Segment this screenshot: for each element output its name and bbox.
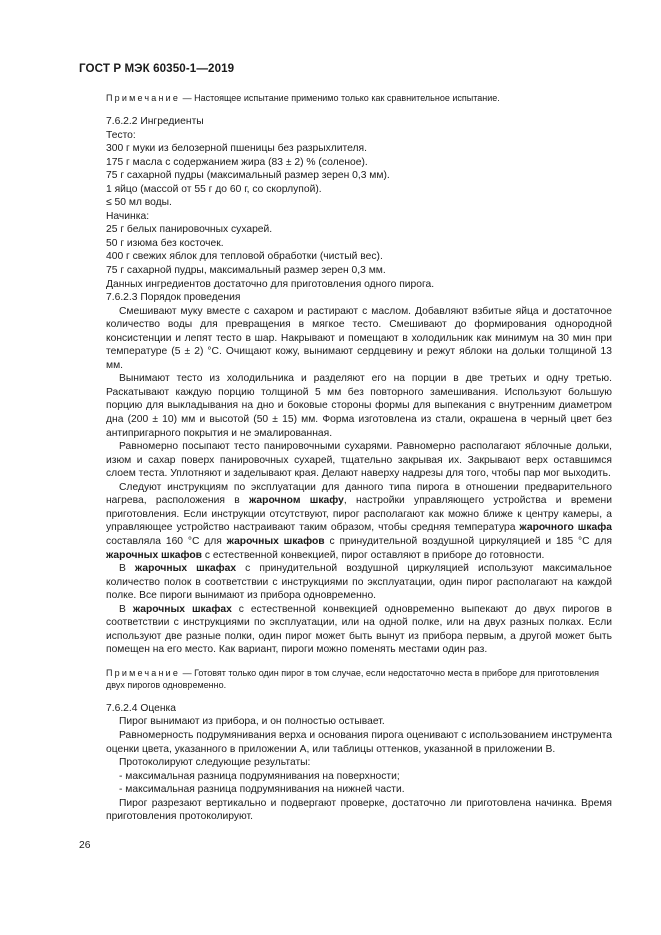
text-run: с принудительной воздушной циркуляцией и 185 °C для <box>324 535 612 547</box>
ingredient-line: 175 г масла с содержанием жира (83 ± 2) % (соленое). <box>106 156 368 168</box>
term-oven: жарочных шкафах <box>132 603 232 615</box>
ingredient-line: Тесто: <box>106 129 136 141</box>
ingredient-line: 400 г свежих яблок для тепловой обработки (чистый вес). <box>106 251 383 263</box>
text-run: В <box>119 603 133 615</box>
ingredient-line: Данных ингредиентов достаточно для приготовления одного пирога. <box>106 278 435 290</box>
term-oven: жарочных шкафах <box>134 563 237 575</box>
text-run: составляла 160 °C для <box>106 535 227 547</box>
evaluation-list-item: - максимальная разница подрумянивания на поверхности; <box>119 770 400 782</box>
document-header: ГОСТ Р МЭК 60350-1—2019 <box>79 62 235 75</box>
ingredients-list <box>106 129 612 292</box>
evaluation-paragraph-6: Пирог разрезают вертикально и подвергают проверке, достаточно ли приготовлена начинка. Время приготовления протоколируют. <box>106 797 612 823</box>
text-run: с естественной конвекцией, пирог оставляют в приборе до готовности. <box>202 549 545 561</box>
procedure-paragraph-6 <box>106 603 612 657</box>
ingredient-line: 300 г муки из белозерной пшеницы без разрыхлителя. <box>106 143 367 155</box>
ingredient-line: 50 г изюма без косточек. <box>106 237 224 249</box>
procedure-heading: 7.6.2.3 Порядок проведения <box>106 292 241 304</box>
text-run: с принудительной воздушной циркуляцией используют максимальное количество полок в соответствии с инструкциями по эксплуатации, один пирог располагают на каждой полке. Все пироги вынимают из прибора одновременно. <box>106 563 612 602</box>
procedure-paragraph-2: Вынимают тесто из холодильника и разделяют его на порции в две третьих и одну третью. Раскатывают каждую порцию толщиной 5 мм без повторного замешивания. Используют большую порцию для выкладывания на дно и боковые стороны формы для выпекания с внутренним диаметром дна (200 ± 10) мм и высотой (50 ± 15) мм. Форма изготовлена из стали, окрашена в черный цвет без антипригарного покрытия и не эмалированная. <box>106 373 612 439</box>
ingredient-line: 75 г сахарной пудры (максимальный размер зерен 0,3 мм). <box>106 170 390 182</box>
text-run: Следуют инструкциям по эксплуатации для данного типа пирога в отношении предварительного нагрева, расположения в <box>106 481 612 507</box>
term-oven: жарочных шкафов <box>226 535 325 547</box>
term-oven: жарочного шкафа <box>519 522 612 534</box>
page-number: 26 <box>79 840 91 851</box>
ingredient-line: 75 г сахарной пудры, максимальный размер зерен 0,3 мм. <box>106 265 386 277</box>
evaluation-paragraph-3: Протоколируют следующие результаты: <box>119 757 311 769</box>
note-1 <box>106 92 612 104</box>
note-1-text: — Настоящее испытание применимо только как сравнительное испытание. <box>180 93 500 103</box>
page-content <box>106 92 612 824</box>
evaluation-list-item: - максимальная разница подрумянивания на нижней части. <box>119 784 405 796</box>
note-1-label: Примечание <box>106 93 181 103</box>
procedure-paragraph-4 <box>106 481 612 562</box>
text-run: , настройки управляющего устройства и времени приготовления. Если инструкции отсутствуют, пирог располагают как можно ближе к центру камеры, а управляющее устройство настраивают таким образом, чтобы средняя температура <box>106 495 612 534</box>
ingredient-line: Начинка: <box>106 210 150 222</box>
note-2-label: Примечание <box>106 667 181 678</box>
ingredients-heading: 7.6.2.2 Ингредиенты <box>106 116 204 127</box>
term-oven: жарочном шкафу <box>249 495 344 507</box>
evaluation-paragraph-1: Пирог вынимают из прибора, и он полностью остывает. <box>119 716 385 728</box>
note-2-text: — Готовят только один пирог в том случае, если недостаточно места в приборе для приготовления двух пирогов одновременно. <box>106 667 600 690</box>
text-run: В <box>119 563 135 575</box>
procedure-paragraph-1: Смешивают муку вместе с сахаром и растирают с маслом. Добавляют взбитые яйца и достаточное количество воды для превращения в мягкое тесто. Смешивают до формирования однородной консистенции и лепят тесто в шар. Накрывают и помещают в холодильник как минимум на 30 мин при температуре (5 ± 2) °C. Очищают кожу, вынимают сердцевину и режут яблоки на дольки толщиной 13 мм. <box>106 305 612 371</box>
term-oven: жарочных шкафов <box>106 549 203 561</box>
procedure-paragraph-5 <box>106 562 612 603</box>
note-2 <box>106 667 612 691</box>
procedure-paragraph-3: Равномерно посыпают тесто панировочными сухарями. Равномерно располагают яблочные дольки, изюм и сахар поверх панировочных сухарей, тщательно закрывая их. Закрывают верх оставшимся слоем теста. Уплотняют и заделывают края. Делают наверху надрезы для того, чтобы пар мог выходить. <box>106 441 612 480</box>
ingredient-line: 25 г белых панировочных сухарей. <box>106 224 273 236</box>
evaluation-heading: 7.6.2.4 Оценка <box>106 702 177 714</box>
ingredient-line: ≤ 50 мл воды. <box>106 197 172 209</box>
ingredient-line: 1 яйцо (массой от 55 г до 60 г, со скорлупой). <box>106 183 322 195</box>
text-run: с естественной конвекцией одновременно выпекают до двух пирогов в соответствии с инструкциями по эксплуатации, или на одной полке, или на двух разных полках. Если используют две разные полки, один пирог может быть вынут из прибора первым, а другой может быть помещен на его место. Как вариант, пироги можно поменять местами один раз. <box>106 603 613 656</box>
evaluation-paragraph-2: Равномерность подрумянивания верха и основания пирога оценивают с использованием инструмента оценки цвета, указанного в приложении А, или таблицы оттенков, указанной в приложении В. <box>106 729 612 755</box>
